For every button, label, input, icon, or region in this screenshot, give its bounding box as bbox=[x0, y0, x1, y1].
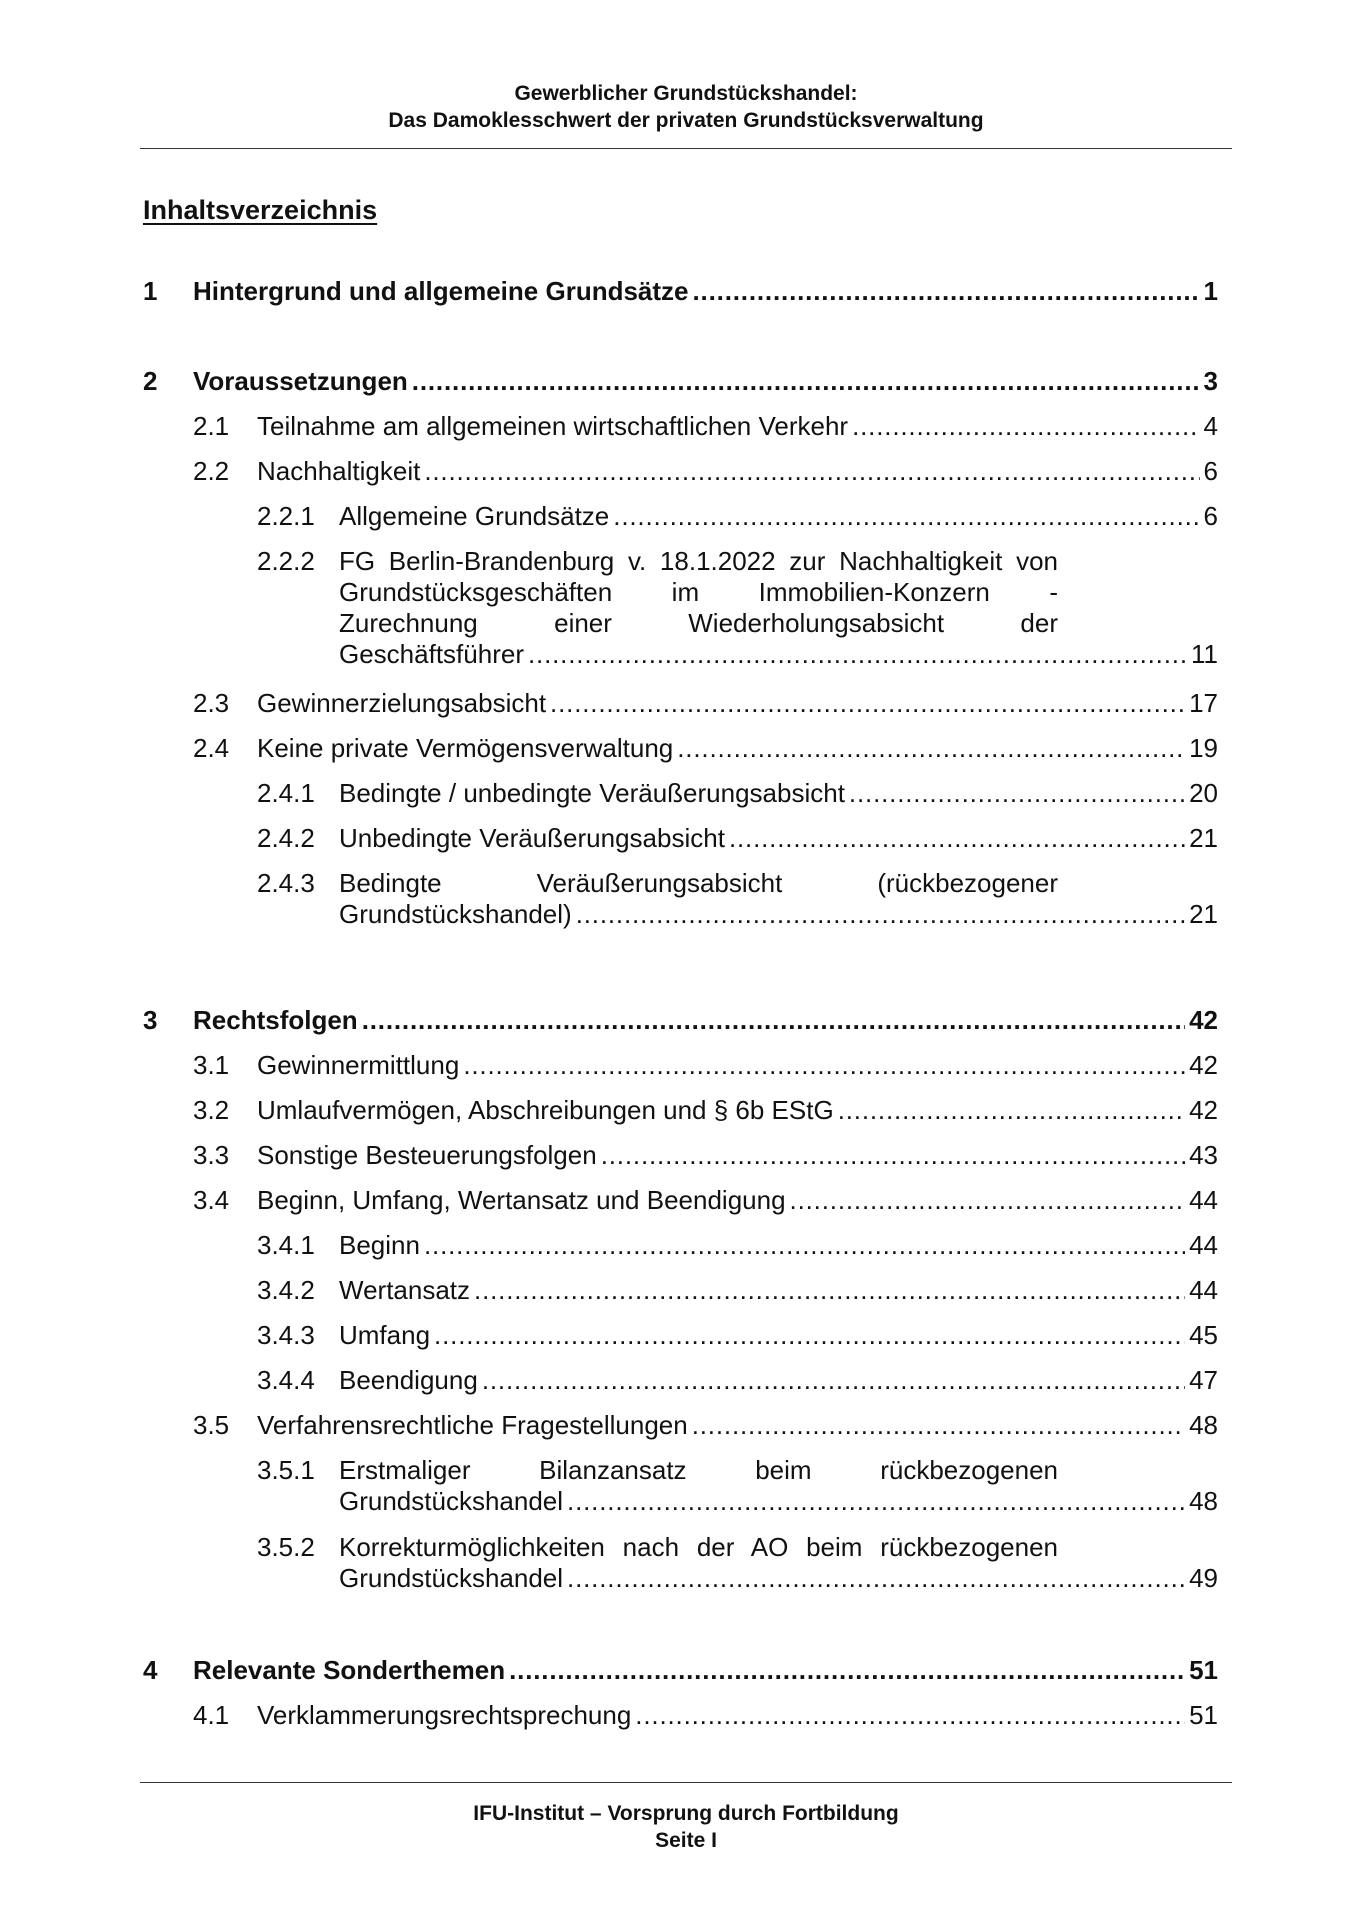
toc-entry-number: 3.2 bbox=[193, 1095, 230, 1125]
dot-leader bbox=[550, 688, 1185, 719]
footer-divider bbox=[140, 1782, 1232, 1783]
toc-entry[interactable] bbox=[143, 366, 1218, 397]
dot-leader bbox=[601, 1140, 1185, 1171]
toc-entry-number: 3.1 bbox=[193, 1050, 230, 1080]
toc-entry-page-number: 44 bbox=[1189, 1230, 1218, 1260]
toc-entry-title: Teilnahme am allgemeinen wirtschaftlichen Verkehr bbox=[257, 411, 849, 441]
toc-entry-number: 3.5.1 bbox=[257, 1455, 315, 1485]
toc-entry-number: 2 bbox=[143, 366, 158, 396]
toc-entry-title: Grundstückshandel bbox=[339, 1563, 564, 1593]
toc-entry-title: Umlaufvermögen, Abschreibungen und § 6b EStG bbox=[257, 1095, 834, 1125]
toc-entry-page-number: 42 bbox=[1189, 1095, 1218, 1125]
toc-entry[interactable] bbox=[193, 456, 1218, 487]
toc-entry-page-number: 48 bbox=[1189, 1486, 1218, 1516]
toc-entry-title: Allgemeine Grundsätze bbox=[339, 501, 610, 531]
toc-entry-page-number: 17 bbox=[1189, 688, 1218, 718]
dot-leader bbox=[576, 899, 1185, 930]
toc-entry-title: Bedingte / unbedingte Veräußerungsabsicht bbox=[339, 778, 845, 808]
toc-entry-page-number: 1 bbox=[1203, 276, 1218, 306]
toc-entry-page-number: 20 bbox=[1189, 778, 1218, 808]
toc-entry-page-number: 51 bbox=[1189, 1700, 1218, 1730]
toc-entry-page-number: 6 bbox=[1203, 501, 1218, 531]
dot-leader bbox=[692, 1410, 1185, 1441]
toc-entry[interactable] bbox=[257, 1455, 1218, 1517]
toc-entry-title: Grundstückshandel) bbox=[339, 899, 572, 929]
toc-entry-number: 3.4.1 bbox=[257, 1230, 315, 1260]
toc-entry-page-number: 48 bbox=[1189, 1410, 1218, 1440]
toc-entry-title: Geschäftsführer bbox=[339, 639, 524, 669]
dot-leader bbox=[790, 1185, 1186, 1216]
dot-leader bbox=[528, 639, 1187, 670]
dot-leader bbox=[567, 1563, 1185, 1594]
toc-entry-title: Wertansatz bbox=[339, 1275, 471, 1305]
toc-entry[interactable] bbox=[193, 733, 1218, 764]
toc-entry-page-number: 44 bbox=[1189, 1275, 1218, 1305]
header-subtitle: Das Damoklesschwert der privaten Grundstücksverwaltung bbox=[388, 109, 984, 132]
dot-leader bbox=[693, 276, 1200, 307]
toc-entry-page-number: 51 bbox=[1189, 1655, 1218, 1685]
toc-entry-title: Umfang bbox=[339, 1320, 431, 1350]
toc-entry-page-number: 4 bbox=[1203, 411, 1218, 441]
toc-entry[interactable] bbox=[257, 1320, 1218, 1351]
toc-entry-title-line: Erstmaliger Bilanzansatz beim rückbezogenen bbox=[339, 1455, 1058, 1485]
footer-page-number: Seite I bbox=[655, 1829, 717, 1852]
toc-entry-title-line: Korrekturmöglichkeiten nach der AO beim rückbezogenen bbox=[339, 1532, 1058, 1562]
footer-institute: IFU-Institut – Vorsprung durch Fortbildung bbox=[473, 1802, 899, 1825]
toc-entry[interactable] bbox=[143, 276, 1218, 307]
dot-leader bbox=[482, 1365, 1185, 1396]
toc-entry-number: 3.4 bbox=[193, 1185, 230, 1215]
toc-entry-title: Sonstige Besteuerungsfolgen bbox=[257, 1140, 597, 1170]
toc-entry-page-number: 42 bbox=[1189, 1005, 1218, 1035]
toc-entry-number: 3.4.3 bbox=[257, 1320, 315, 1350]
toc-entry-page-number: 21 bbox=[1189, 823, 1218, 853]
dot-leader bbox=[677, 733, 1185, 764]
toc-entry-number: 3.4.2 bbox=[257, 1275, 315, 1305]
toc-entry-number: 3.5.2 bbox=[257, 1532, 315, 1562]
toc-title: Inhaltsverzeichnis bbox=[143, 195, 378, 225]
toc-entry-title: Relevante Sonderthemen bbox=[193, 1655, 506, 1685]
toc-entry-title: Beginn, Umfang, Wertansatz und Beendigung bbox=[257, 1185, 786, 1215]
toc-entry-number: 3.3 bbox=[193, 1140, 230, 1170]
toc-entry-number: 2.1 bbox=[193, 411, 230, 441]
toc-entry-title-line: Grundstücksgeschäften im Immobilien-Konzern - bbox=[339, 577, 1058, 607]
toc-entry-page-number: 3 bbox=[1203, 366, 1218, 396]
toc-entry-page-number: 47 bbox=[1189, 1365, 1218, 1395]
toc-entry-title: Unbedingte Veräußerungsabsicht bbox=[339, 823, 725, 853]
toc-entry-number: 1 bbox=[143, 276, 158, 306]
toc-entry-number: 2.3 bbox=[193, 688, 230, 718]
toc-entry-number: 2.4 bbox=[193, 733, 230, 763]
toc-entry-number: 2.2.2 bbox=[257, 546, 315, 576]
toc-entry[interactable] bbox=[193, 411, 1218, 442]
toc-entry[interactable] bbox=[193, 1050, 1218, 1081]
toc-entry-page-number: 11 bbox=[1191, 639, 1218, 669]
toc-entry-title: Gewinnermittlung bbox=[257, 1050, 460, 1080]
toc-entry-page-number: 49 bbox=[1189, 1563, 1218, 1593]
dot-leader bbox=[412, 366, 1200, 397]
dot-leader bbox=[849, 778, 1185, 809]
dot-leader bbox=[463, 1050, 1185, 1081]
toc-entry[interactable] bbox=[257, 1532, 1218, 1594]
toc-entry[interactable] bbox=[257, 778, 1218, 809]
toc-entry-number: 3.5 bbox=[193, 1410, 230, 1440]
toc-entry[interactable] bbox=[193, 1185, 1218, 1216]
toc-entry-number: 4 bbox=[143, 1655, 158, 1685]
toc-entry-title: Keine private Vermögensverwaltung bbox=[257, 733, 674, 763]
toc-entry-title: Beendigung bbox=[339, 1365, 478, 1395]
page-footer bbox=[140, 1800, 1232, 1854]
toc-entry[interactable] bbox=[257, 868, 1218, 930]
toc-entry-page-number: 42 bbox=[1189, 1050, 1218, 1080]
toc-entry-page-number: 6 bbox=[1203, 456, 1218, 486]
dot-leader bbox=[424, 456, 1199, 487]
toc-entry-title: Verklammerungsrechtsprechung bbox=[257, 1700, 632, 1730]
toc-entry[interactable] bbox=[143, 1655, 1218, 1686]
toc-entry[interactable] bbox=[193, 1700, 1218, 1731]
toc-entry-page-number: 44 bbox=[1189, 1185, 1218, 1215]
toc-entry[interactable] bbox=[257, 501, 1218, 532]
toc-entry-number: 2.4.3 bbox=[257, 868, 315, 898]
toc-entry-title-line: Bedingte Veräußerungsabsicht (rückbezogener bbox=[339, 868, 1058, 898]
toc-entry-page-number: 21 bbox=[1189, 899, 1218, 929]
toc-entry-title-line: Zurechnung einer Wiederholungsabsicht der bbox=[339, 608, 1058, 638]
toc-entry[interactable] bbox=[143, 1005, 1218, 1036]
dot-leader bbox=[362, 1005, 1185, 1036]
toc-entry-page-number: 45 bbox=[1189, 1320, 1218, 1350]
dot-leader bbox=[635, 1700, 1185, 1731]
toc-entry-page-number: 19 bbox=[1189, 733, 1218, 763]
dot-leader bbox=[567, 1486, 1185, 1517]
toc-entry[interactable] bbox=[257, 1275, 1218, 1306]
dot-leader bbox=[838, 1095, 1185, 1126]
toc-entry[interactable] bbox=[193, 1410, 1218, 1441]
toc-entry-number: 2.4.1 bbox=[257, 778, 315, 808]
toc-entry[interactable] bbox=[257, 1365, 1218, 1396]
toc-entry-title-line: FG Berlin-Brandenburg v. 18.1.2022 zur Nachhaltigkeit von bbox=[339, 546, 1058, 576]
toc-entry-number: 2.2 bbox=[193, 456, 230, 486]
toc-entry[interactable] bbox=[257, 823, 1218, 854]
toc-entry-title: Hintergrund und allgemeine Grundsätze bbox=[193, 276, 689, 306]
toc-entry-title: Nachhaltigkeit bbox=[257, 456, 421, 486]
toc-entry-title: Grundstückshandel bbox=[339, 1486, 564, 1516]
toc-entry-title: Gewinnerzielungsabsicht bbox=[257, 688, 547, 718]
header-title: Gewerblicher Grundstückshandel: bbox=[514, 82, 858, 105]
toc-entry[interactable] bbox=[193, 688, 1218, 719]
toc-entry-title: Voraussetzungen bbox=[193, 366, 408, 396]
toc-entry[interactable] bbox=[193, 1095, 1218, 1126]
toc-entry-number: 3.4.4 bbox=[257, 1365, 315, 1395]
dot-leader bbox=[474, 1275, 1185, 1306]
toc-entry-number: 2.4.2 bbox=[257, 823, 315, 853]
toc-entry[interactable] bbox=[193, 1140, 1218, 1171]
toc-entry-number: 4.1 bbox=[193, 1700, 230, 1730]
dot-leader bbox=[852, 411, 1199, 442]
dot-leader bbox=[729, 823, 1185, 854]
dot-leader bbox=[509, 1655, 1185, 1686]
toc-entry-number: 2.2.1 bbox=[257, 501, 315, 531]
toc-entry-title: Beginn bbox=[339, 1230, 420, 1260]
toc-entry[interactable] bbox=[257, 546, 1218, 670]
dot-leader bbox=[424, 1230, 1185, 1261]
toc-entry-number: 3 bbox=[143, 1005, 158, 1035]
dot-leader bbox=[434, 1320, 1185, 1351]
toc-entry-title: Verfahrensrechtliche Fragestellungen bbox=[257, 1410, 688, 1440]
dot-leader bbox=[613, 501, 1199, 532]
toc-entry-title: Rechtsfolgen bbox=[193, 1005, 358, 1035]
toc-entry[interactable] bbox=[257, 1230, 1218, 1261]
toc-entry-page-number: 43 bbox=[1189, 1140, 1218, 1170]
